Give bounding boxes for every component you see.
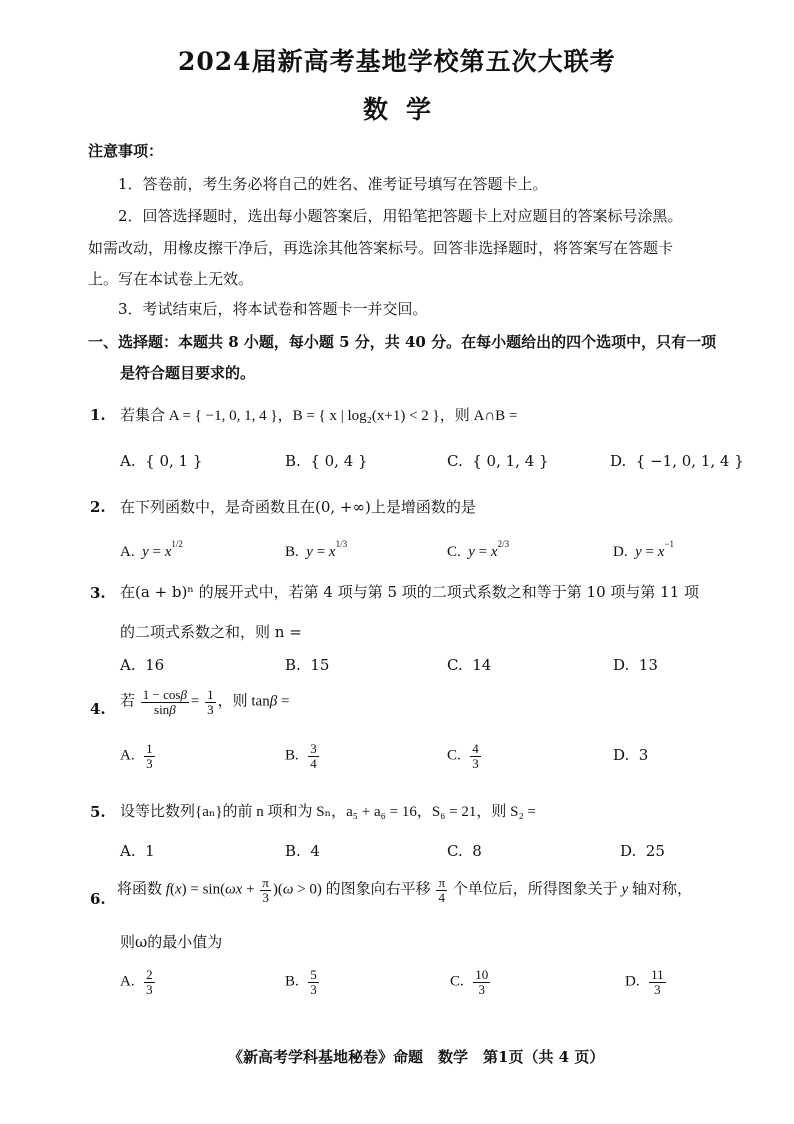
q2-number: 2. <box>90 498 106 516</box>
notice-item-1: 1．答卷前，考生务必将自己的姓名、准考证号填写在答题卡上。 <box>118 175 548 193</box>
notice-item-2: 2．回答选择题时，选出每小题答案后，用铅笔把答题卡上对应题目的答案标号涂黑。 <box>118 207 683 225</box>
notice-item-2-end: 上。写在本试卷上无效。 <box>88 270 254 288</box>
q5-option-b: B. 4 <box>285 842 320 860</box>
q1-option-b: B. { 0, 4 } <box>285 452 368 470</box>
q1-number: 1. <box>90 406 106 424</box>
q3-option-a: A. 16 <box>120 656 165 674</box>
q3-option-b-text: 15 <box>310 656 330 674</box>
q4-option-a: A. $\frac{1}{3}$ <box>120 741 153 771</box>
q1-option-c-text: { 0, 1, 4 } <box>472 452 549 470</box>
q3-option-a-text: 16 <box>145 656 165 674</box>
subject-title: 数学 <box>363 95 450 124</box>
q1-option-b-text: { 0, 4 } <box>310 452 368 470</box>
q3-stem-line2: 的二项式系数之和，则 n = <box>120 623 302 641</box>
q4-option-d-text: 3 <box>638 746 649 764</box>
q3-number: 3. <box>90 584 106 602</box>
q2-option-d: D. $y = x^{-1}$ <box>613 539 674 560</box>
q1-option-a-text: { 0, 1 } <box>145 452 203 470</box>
q3-option-d: D. 13 <box>613 656 658 674</box>
q5-option-c: C. 8 <box>447 842 482 860</box>
q4-option-b: B. $\frac{3}{4}$ <box>285 741 317 771</box>
q1-option-d: D. { −1, 0, 1, 4 } <box>610 452 744 470</box>
q3-option-c-text: 14 <box>472 656 492 674</box>
exam-title: 2024届新高考基地学校第五次大联考 <box>178 47 616 76</box>
q3-stem-line1: 在(a + b)ⁿ 的展开式中，若第 4 项与第 5 项的二项式系数之和等于第 10 项与第 11 项 <box>120 583 700 601</box>
q1-option-c: C. { 0, 1, 4 } <box>447 452 549 470</box>
q4-number: 4. <box>90 700 106 718</box>
q6-option-c: C. $\frac{10}{3}$ <box>450 967 489 997</box>
q5-option-d-text: 25 <box>645 842 665 860</box>
q6-number: 6. <box>90 890 106 908</box>
q6-option-a: A. $\frac{2}{3}$ <box>120 967 153 997</box>
q5-option-a-text: 1 <box>145 842 155 860</box>
page-footer: 《新高考学科基地秘卷》命题 数学 第1页（共 4 页） <box>228 1048 605 1066</box>
q5-option-a: A. 1 <box>120 842 155 860</box>
q4-option-c: C. $\frac{4}{3}$ <box>447 741 479 771</box>
q5-stem: 设等比数列{aₙ}的前 n 项和为 Sₙ，a₅ + a₆ = 16，S₆ = 21，则 S₂ = <box>120 804 536 820</box>
q2-option-a: A. $y = x^{1/2}$ <box>120 539 183 560</box>
q5-option-b-text: 4 <box>310 842 320 860</box>
q6-stem-line1: 将函数 f(x) = sin(ωx + $\frac{\pi}{3}$ )(ω > 0) 的图象向右平移 $\frac{\pi}{4}$ 个单位后，所得图象关于 y 轴对称， <box>117 875 692 905</box>
q1-stem: 若集合 A = { −1, 0, 1, 4 }，B = { x | log₂(x+1) < 2 }，则 A∩B = <box>120 408 518 424</box>
q6-option-d: D. $\frac{11}{3}$ <box>625 967 664 997</box>
section-heading-line2: 是符合题目要求的。 <box>120 364 256 382</box>
q5-option-c-text: 8 <box>472 842 482 860</box>
q2-option-c: C. $y = x^{2/3}$ <box>447 539 510 560</box>
q2-option-b: B. $y = x^{1/3}$ <box>285 539 348 560</box>
q6-stem-line2: 则ω的最小值为 <box>120 933 223 951</box>
q4-stem: 若 $\frac{1 - \cos\beta}{\sin\beta}$ = $\frac{1}{3}$ ，则 tanβ = <box>120 687 290 717</box>
notice-heading: 注意事项： <box>88 142 164 160</box>
q1-option-d-text: { −1, 0, 1, 4 } <box>635 452 744 470</box>
notice-item-3: 3．考试结束后，将本试卷和答题卡一并交回。 <box>118 300 428 318</box>
notice-item-2-cont: 如需改动，用橡皮擦干净后，再选涂其他答案标号。回答非选择题时，将答案写在答题卡 <box>88 239 674 257</box>
q3-option-c: C. 14 <box>447 656 492 674</box>
q3-option-b: B. 15 <box>285 656 330 674</box>
q2-stem: 在下列函数中，是奇函数且在(0, +∞)上是增函数的是 <box>120 498 476 516</box>
q4-option-d: D. 3 <box>613 746 649 764</box>
q5-option-d: D. 25 <box>620 842 665 860</box>
q1-option-a: A. { 0, 1 } <box>120 452 203 470</box>
q3-option-d-text: 13 <box>638 656 658 674</box>
q6-option-b: B. $\frac{5}{3}$ <box>285 967 317 997</box>
section-heading-line1: 一、选择题：本题共 8 小题，每小题 5 分，共 40 分。在每小题给出的四个选项中，只有一项 <box>88 333 717 351</box>
q5-number: 5. <box>90 803 106 821</box>
